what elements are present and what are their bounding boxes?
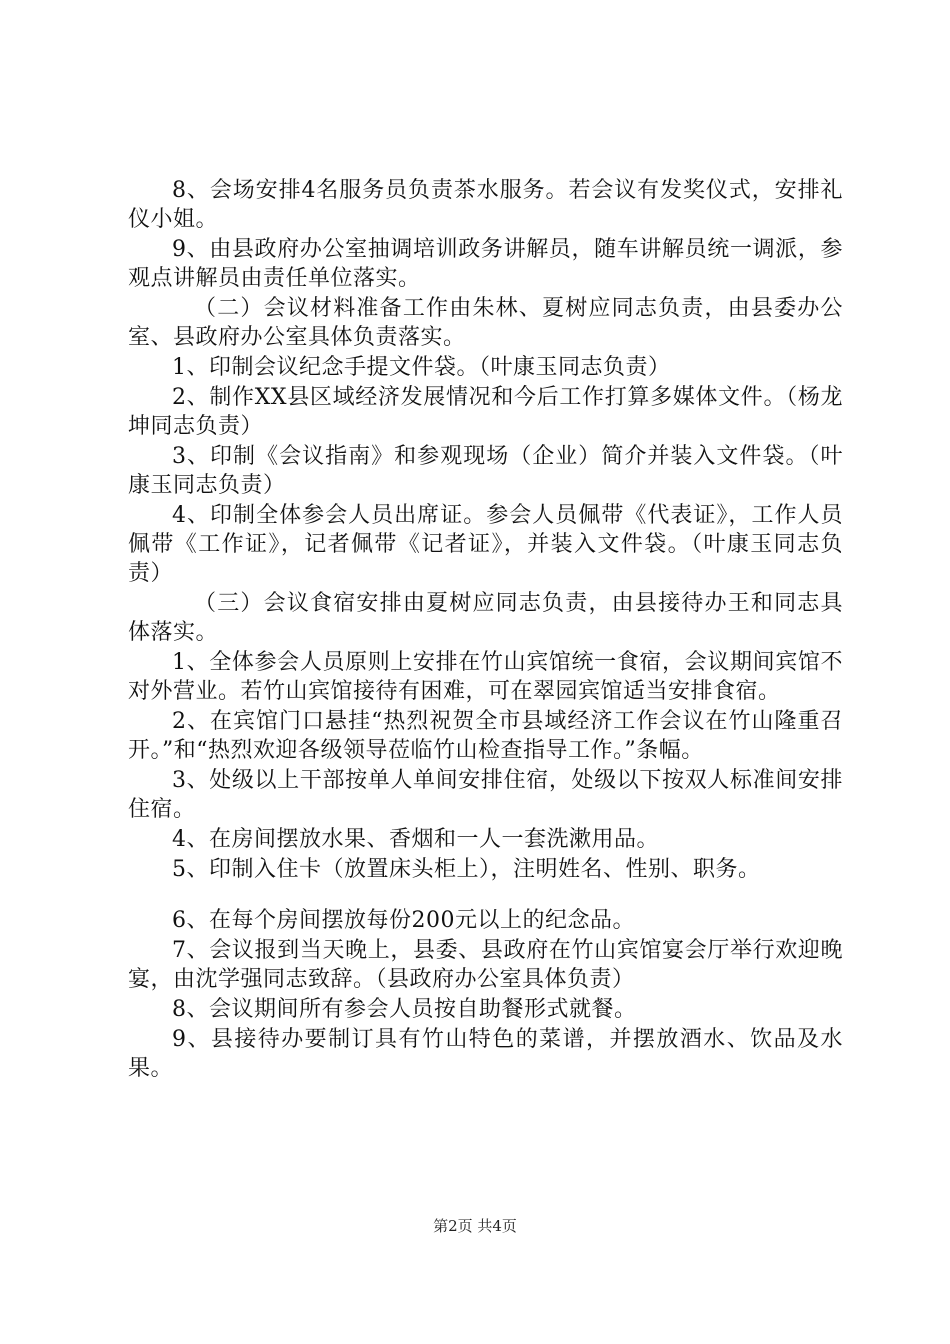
paragraph-lodging-1: 1、全体参会人员原则上安排在竹山宾馆统一食宿，会议期间宾馆不对外营业。若竹山宾馆接待有困难，可在翠园宾馆适当安排食宿。 <box>128 650 843 704</box>
paragraph-lodging-3: 3、处级以上干部按单人单间安排住宿，处级以下按双人标准间安排住宿。 <box>128 768 843 822</box>
paragraph-materials-4: 4、印制全体参会人员出席证。参会人员佩带《代表证》，工作人员佩带《工作证》，记者佩带《记者证》，并装入文件袋。（叶康玉同志负责） <box>128 503 843 586</box>
paragraph-materials-3: 3、印制《会议指南》和参观现场（企业）简介并装入文件袋。（叶康玉同志负责） <box>128 444 843 498</box>
paragraph-materials-1: 1、印制会议纪念手提文件袋。（叶康玉同志负责） <box>172 355 671 380</box>
document-body <box>128 176 843 1084</box>
paragraph-lodging-6: 6、在每个房间摆放每份200元以上的纪念品。 <box>172 908 635 933</box>
section-heading-materials: （二）会议材料准备工作由朱林、夏树应同志负责，由县委办公室、县政府办公室具体负责落实。 <box>128 296 843 350</box>
paragraph-lodging-2: 2、在宾馆门口悬挂“热烈祝贺全市县域经济工作会议在竹山隆重召开。”和“热烈欢迎各级领导莅临竹山检查指导工作。”条幅。 <box>128 709 843 763</box>
paragraph-lodging-8: 8、会议期间所有参会人员按自助餐形式就餐。 <box>172 997 637 1022</box>
paragraph-item-9-guides: 9、由县政府办公室抽调培训政务讲解员，随车讲解员统一调派，参观点讲解员由责任单位落实。 <box>128 237 843 291</box>
paragraph-lodging-5: 5、印制入住卡（放置床头柜上），注明姓名、性别、职务。 <box>172 857 761 882</box>
section-heading-lodging: （三）会议食宿安排由夏树应同志负责，由县接待办王和同志具体落实。 <box>128 591 843 645</box>
page-number-footer: 第2页 共4页 <box>433 1217 517 1235</box>
paragraph-lodging-9: 9、县接待办要制订具有竹山特色的菜谱，并摆放酒水、饮品及水果。 <box>128 1027 843 1081</box>
paragraph-lodging-7: 7、会议报到当天晚上，县委、县政府在竹山宾馆宴会厅举行欢迎晚宴，由沈学强同志致辞。（县政府办公室具体负责） <box>128 938 843 992</box>
paragraph-item-8-staff: 8、会场安排4名服务员负责茶水服务。若会议有发奖仪式，安排礼仪小姐。 <box>128 178 843 232</box>
paragraph-materials-2: 2、制作XX县区域经济发展情况和今后工作打算多媒体文件。（杨龙坤同志负责） <box>128 385 843 439</box>
paragraph-lodging-4: 4、在房间摆放水果、香烟和一人一套洗漱用品。 <box>172 827 659 852</box>
